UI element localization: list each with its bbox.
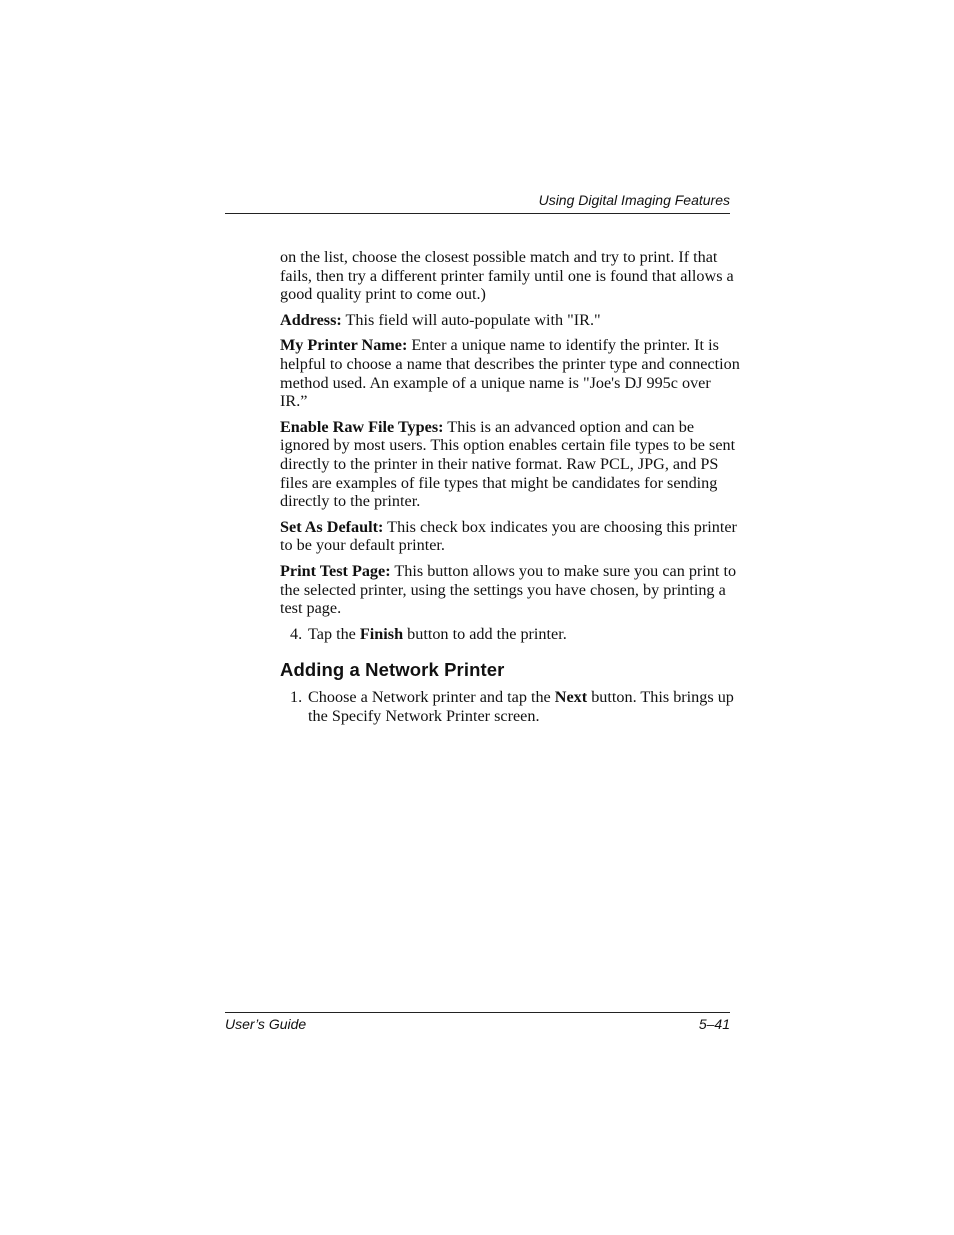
raw-file-types-text: This is an advanced option and can be ignored by most users. This option enables certain file types to be sent directly to the printer in their native format. Raw PCL, JPG, and PS files are examples of file types that might be candidates for sending directly to the printer.	[280, 417, 736, 511]
address-text: This field will auto-populate with "IR."	[341, 310, 601, 329]
section-heading: Adding a Network Printer	[280, 659, 505, 681]
step-1-number: 1.	[290, 688, 303, 707]
chapter-title: Using Digital Imaging Features	[538, 192, 730, 208]
print-test-page-text: This button allows you to make sure you can print to the selected printer, using the settings you have chosen, by printing a test page.	[280, 561, 737, 618]
raw-file-types-label: Enable Raw File Types:	[280, 417, 444, 436]
set-default-label: Set As Default:	[280, 517, 384, 536]
address-label: Address:	[280, 310, 342, 329]
step-4	[280, 625, 740, 644]
step-4-text-before: Tap the	[308, 624, 360, 643]
set-default-paragraph	[280, 518, 740, 555]
address-paragraph	[280, 311, 740, 330]
step-4-number: 4.	[290, 624, 303, 643]
print-test-page-label: Print Test Page:	[280, 561, 391, 580]
intro-paragraph: on the list, choose the closest possible match and try to print. If that fails, then try a different printer family until one is found that allows a good quality print to come out.)	[280, 248, 734, 304]
step-4-finish-term: Finish	[359, 624, 404, 643]
raw-file-types-paragraph	[280, 418, 740, 511]
running-header	[225, 188, 730, 214]
printer-name-text: Enter a unique name to identify the printer. It is helpful to choose a name that describes the printer type and connection method used. An example of a unique name is "Joe's DJ 995c over IR.”	[280, 336, 740, 411]
printer-name-paragraph	[280, 336, 740, 410]
step-1	[280, 688, 740, 725]
set-default-text: This check box indicates you are choosing this printer to be your default printer.	[280, 517, 737, 555]
step-4-text-after: button to add the printer.	[403, 624, 567, 643]
printer-name-label: My Printer Name:	[280, 336, 408, 355]
footer-guide-title: User’s Guide	[225, 1016, 307, 1032]
step-1-next-term: Next	[554, 688, 588, 707]
step-1-text-before: Choose a Network printer and tap the	[308, 688, 555, 707]
page-body	[280, 248, 740, 732]
page-number: 5–41	[698, 1016, 730, 1032]
running-footer	[225, 1012, 730, 1033]
print-test-page-paragraph	[280, 562, 740, 618]
step-1-text-after: button. This brings up the Specify Network Printer screen.	[308, 688, 734, 725]
